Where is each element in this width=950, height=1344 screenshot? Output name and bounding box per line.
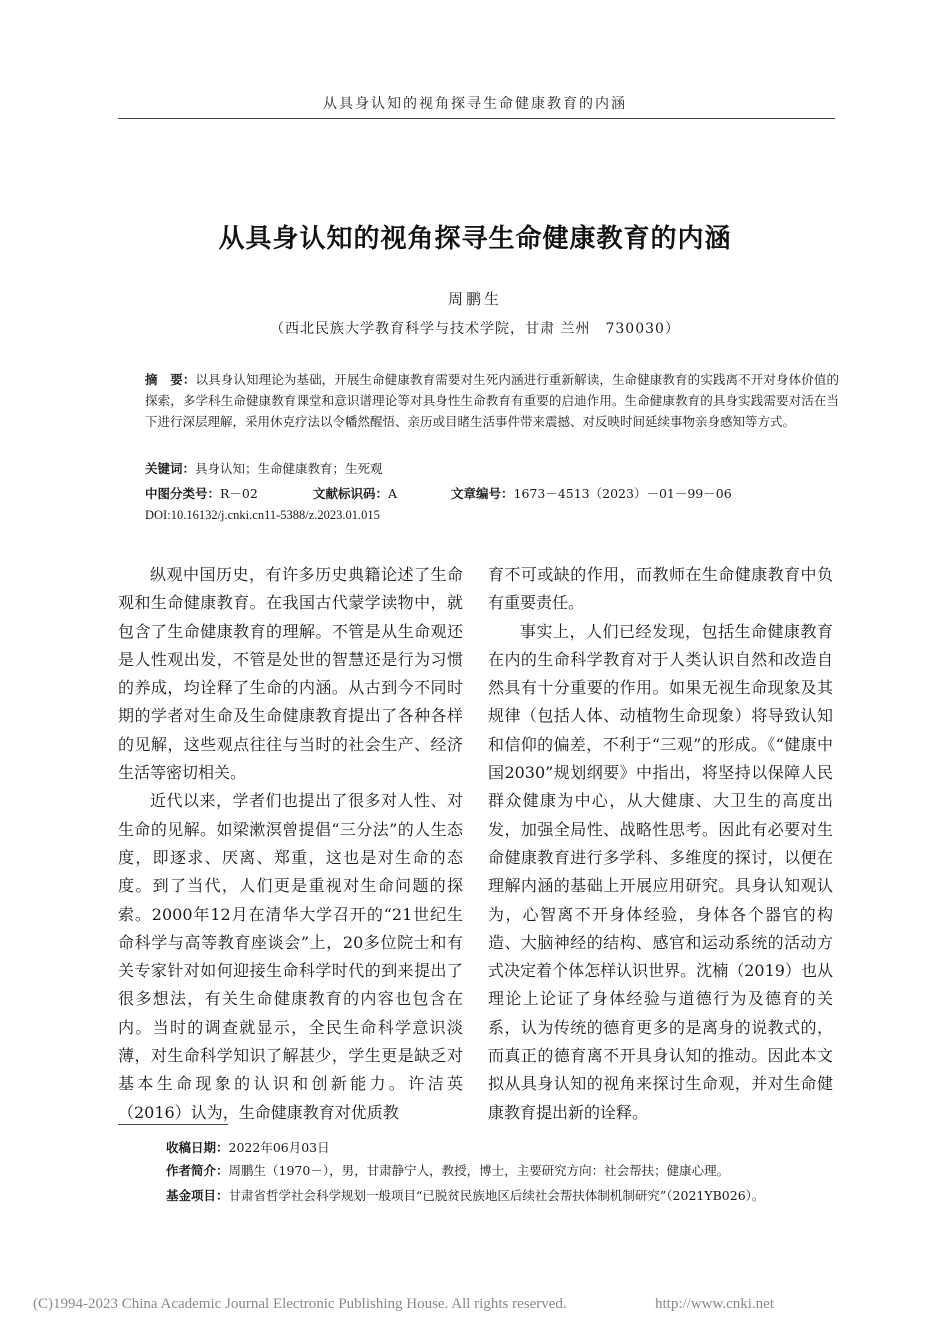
footnote-received: [166, 1138, 330, 1156]
fund-value: 甘肃省哲学社会科学规划一般项目“已脱贫民族地区后续社会帮扶体制机制研究”（2021YB026）。: [228, 1188, 765, 1203]
article-title: 从具身认知的视角探寻生命健康教育的内涵: [218, 224, 732, 254]
doc-label: 文献标识码：: [313, 486, 389, 501]
header-rule: [118, 118, 835, 119]
footer-url[interactable]: http://www.cnki.net: [655, 1296, 775, 1312]
copyright-text: (C)1994-2023 China Academic Journal Electronic Publishing House. All rights reserved.: [33, 1296, 567, 1312]
author-affiliation: （西北民族大学教育科学与技术学院，甘肃 兰州 730030）: [270, 321, 680, 337]
doi: DOI:10.16132/j.cnki.cn11-5388/z.2023.01.015: [145, 508, 380, 522]
running-head: 从具身认知的视角探寻生命健康教育的内涵: [323, 96, 627, 112]
body-paragraph: 近代以来，学者们也提出了很多对人性、对生命的见解。如梁漱溟曾提倡“三分法”的人生态度，即逐求、厌离、郑重，这也是对生命的态度。到了当代，人们更是重视对生命问题的探索。2000年12月在清华大学召开的“21世纪生命科学与高等教育座谈会”上，20多位院士和有关专家针对如何迎接生命科学时代的到来提出了很多想法，有关生命健康教育的内容也包含在内。当时的调查就显示，全民生命科学意识淡薄，对生命科学知识了解甚少，学生更是缺乏对基本生命现象的认识和创新能力。许洁英（2016）认为，生命健康教育对优质教: [118, 791, 463, 1122]
clc-code: [145, 484, 313, 502]
body-left-column: [118, 561, 463, 1127]
keywords-text: 具身认知；生命健康教育；生死观: [195, 461, 383, 476]
article-label: 文章编号：: [451, 486, 514, 501]
abstract-text: 以具身认知理论为基础，开展生命健康教育需要对生死内涵进行重新解读，生命健康教育的实践离不开对身体价值的探索，多学科生命健康教育课堂和意识谱理论等对具身性生命教育有重要的启迪作用。生命健康教育的具身实践需要对活在当下进行深层理解，采用休克疗法以令幡然醒悟、亲历或目睹生活事件带来震撼、对反映时间延续事物亲身感知等方式。: [145, 372, 839, 429]
author-bio-value: 周鹏生（1970－），男，甘肃静宁人，教授，博士，主要研究方向：社会帮扶；健康心理。: [228, 1163, 730, 1178]
classification-line: [145, 484, 845, 502]
copyright-footer: [33, 1296, 793, 1313]
article-value: 1673－4513（2023）－01－99－06: [513, 486, 732, 501]
body-paragraph: 事实上，人们已经发现，包括生命健康教育在内的生命科学教育对于人类认识自然和改造自然具有十分重要的作用。如果无视生命现象及其规律（包括人体、动植物生命现象）将导致认知和信仰的偏差，不利于“三观”的形成。《“健康中国2030”规划纲要》中指出，将坚持以保障人民群众健康为中心，从大健康、大卫生的高度出发，加强全局性、战略性思考。因此有必要对生命健康教育进行多学科、多维度的探讨，以便在理解内涵的基础上开展应用研究。具身认知观认为，心智离不开身体经验，身体各个器官的构造、大脑神经的结构、感官和运动系统的活动方式决定着个体怎样认识世界。沈楠（2019）也从理论上论证了身体经验与道德行为及德育的关系，认为传统的德育更多的是离身的说教式的，而真正的德育离不开具身认知的推动。因此本文拟从具身认知的视角来探讨生命观，并对生命健康教育提出新的诠释。: [488, 621, 833, 1122]
received-label: 收稿日期：: [166, 1140, 229, 1155]
body-paragraph: 纵观中国历史，有许多历史典籍论述了生命观和生命健康教育。在我国古代蒙学读物中，就包含了生命健康教育的理解。不管是从生命观还是人性观出发，不管是处世的智慧还是行为习惯的养成，均诠释了生命的内涵。从古到今不同时期的学者对生命及生命健康教育提出了各种各样的见解，这些观点往往与当时的社会生产、经济生活等密切相关。: [118, 565, 463, 783]
article-number: [451, 484, 732, 502]
body-paragraph-continued: 育不可或缺的作用，而教师在生命健康教育中负有重要责任。: [488, 565, 833, 613]
clc-label: 中图分类号：: [145, 486, 221, 501]
clc-value: R－02: [220, 486, 258, 501]
keywords-label: 关键词：: [145, 461, 196, 476]
doc-code: [313, 484, 451, 502]
body-right-column: [488, 561, 833, 1127]
footnote-author: [166, 1161, 729, 1179]
abstract: [145, 369, 839, 432]
footnote-rule: [118, 1124, 228, 1125]
footnote-fund: [166, 1186, 764, 1204]
doc-value: A: [388, 486, 398, 501]
fund-label: 基金项目：: [166, 1188, 229, 1203]
author-bio-label: 作者简介：: [166, 1163, 229, 1178]
author-name: 周鹏生: [447, 290, 502, 308]
keywords: [145, 459, 383, 477]
abstract-label: 摘 要：: [145, 372, 196, 387]
received-value: 2022年06月03日: [228, 1140, 330, 1155]
